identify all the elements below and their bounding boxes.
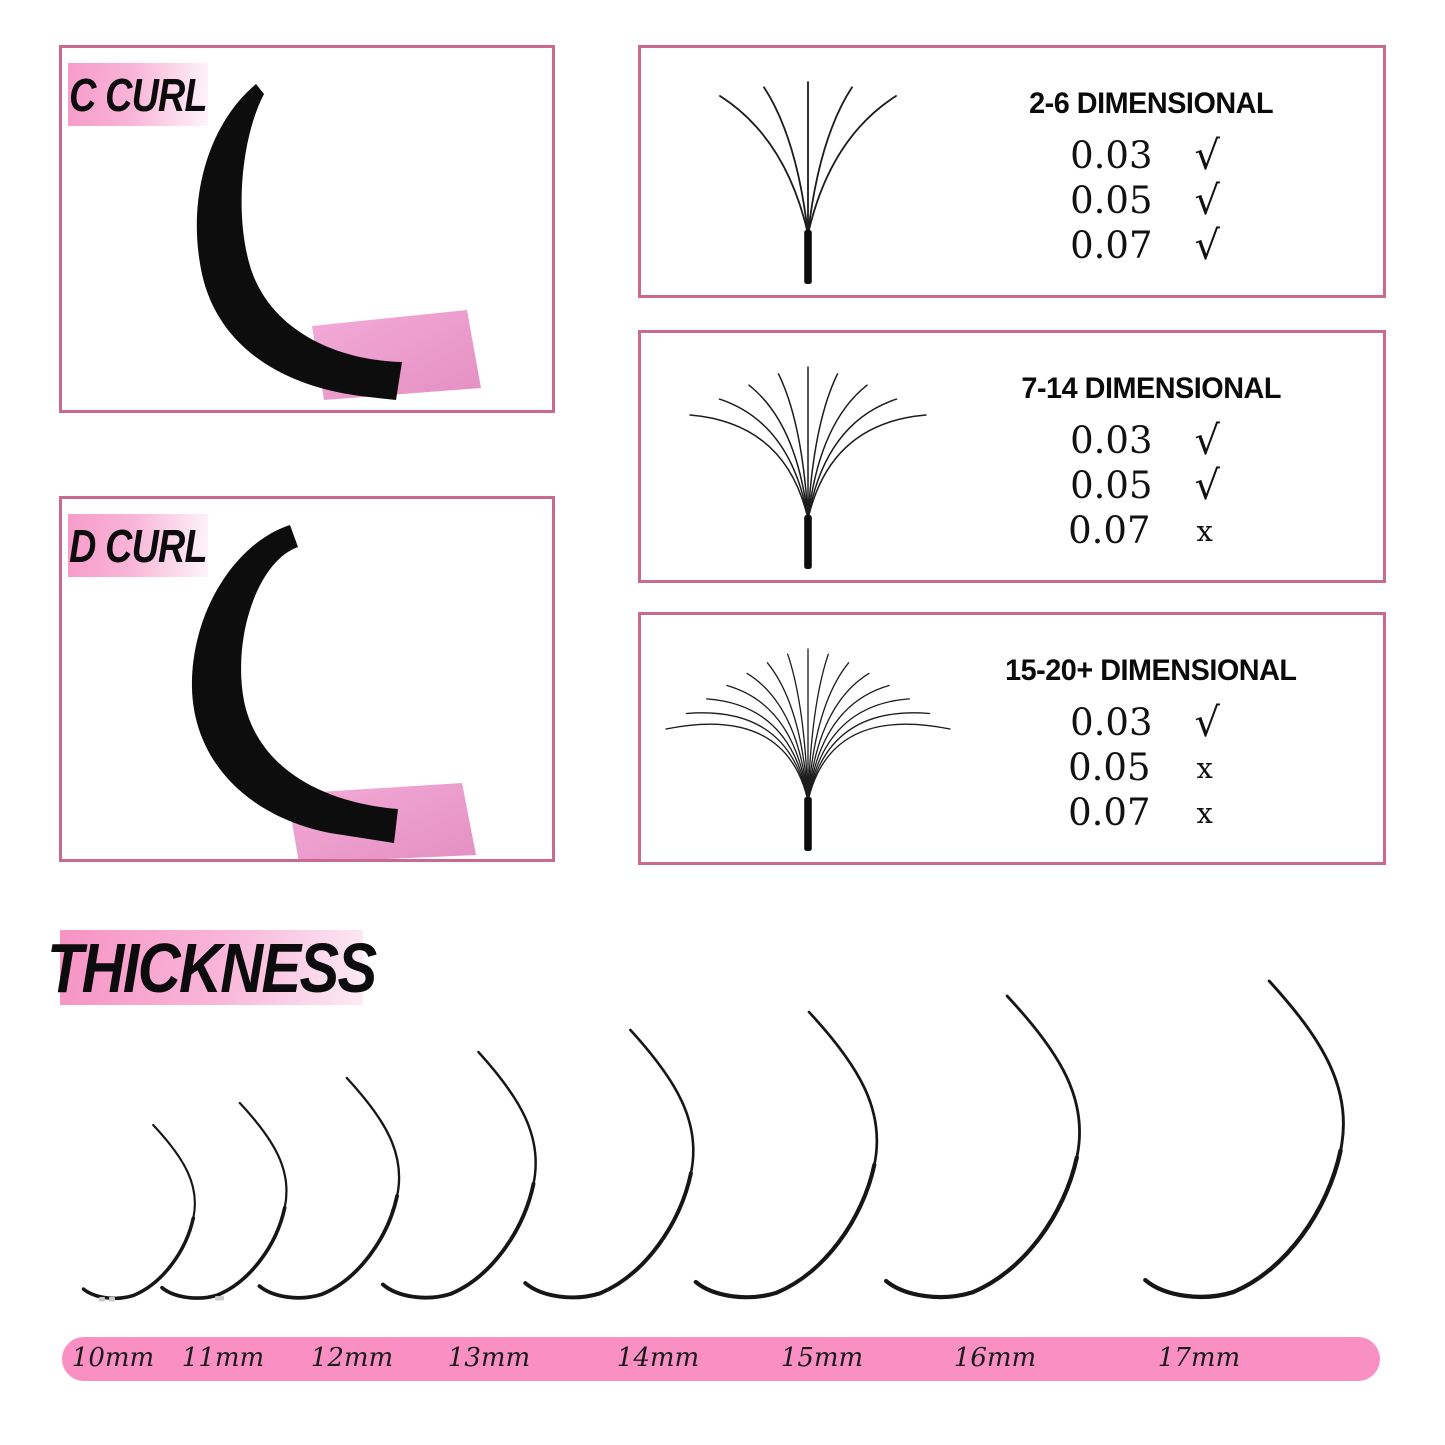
- length-curves: [0, 960, 1445, 1320]
- d-curl-label: [68, 514, 208, 577]
- d-curl-label-text: D CURL: [69, 519, 207, 572]
- fan-lash: [749, 385, 808, 519]
- dim-card-7-14: [638, 330, 1386, 583]
- thickness-row: [1048, 133, 1255, 178]
- check-mark: √: [1194, 699, 1220, 746]
- fan-stem: [804, 230, 812, 284]
- length-curve: [383, 1052, 536, 1298]
- fan-lash: [808, 686, 889, 802]
- dim-card-text: [951, 615, 1351, 862]
- thickness-title-text: THICKNESS: [47, 928, 376, 1007]
- fan-stem: [804, 797, 812, 851]
- length-curve: [886, 996, 1080, 1297]
- lash-fan-icon: [658, 76, 958, 286]
- glue-dot: [215, 1296, 224, 1301]
- check-mark: √: [1194, 222, 1220, 269]
- fan-lash: [808, 724, 950, 801]
- length-curve: [162, 1103, 287, 1298]
- check-mark: √: [1194, 132, 1220, 179]
- length-curve: [525, 1030, 693, 1297]
- glue-dot: [109, 1297, 115, 1302]
- length-curve: [696, 1165, 875, 1297]
- length-curve: [259, 1078, 399, 1298]
- thickness-value: 0.03: [1070, 134, 1153, 177]
- c-curl-label: [68, 63, 208, 126]
- thickness-row: [1048, 700, 1255, 745]
- cross-mark: x: [1196, 750, 1213, 785]
- thickness-row: [1046, 508, 1257, 553]
- length-label: 15mm: [780, 1342, 864, 1373]
- thickness-value: 0.05: [1068, 746, 1151, 789]
- thickness-row: [1048, 418, 1255, 463]
- thickness-value: 0.05: [1070, 179, 1153, 222]
- check-mark: √: [1194, 417, 1220, 464]
- d-curl-card: [59, 496, 555, 862]
- cross-mark: x: [1196, 795, 1213, 830]
- dim-card-title: 15-20+ DIMENSIONAL: [1005, 654, 1297, 687]
- dim-card-title: 2-6 DIMENSIONAL: [1028, 87, 1274, 120]
- length-label: 13mm: [447, 1342, 531, 1373]
- length-curve: [525, 1173, 691, 1297]
- lash-fan-icon: [658, 361, 958, 571]
- thickness-row: [1046, 790, 1257, 835]
- fan-lash: [808, 399, 897, 519]
- length-curve: [1145, 1151, 1340, 1297]
- length-label: 10mm: [71, 1342, 155, 1373]
- fan-lash: [808, 415, 926, 519]
- check-mark: √: [1194, 177, 1220, 224]
- glue-dot: [99, 1297, 105, 1302]
- thickness-row: [1048, 223, 1255, 268]
- length-label: 14mm: [616, 1342, 700, 1373]
- dim-card-15-20: [638, 612, 1386, 865]
- dim-card-2-6: [638, 45, 1386, 298]
- cross-mark: x: [1196, 513, 1213, 548]
- thickness-value: 0.07: [1068, 509, 1151, 552]
- length-curve: [259, 1196, 397, 1298]
- length-curve: [696, 1012, 877, 1297]
- fan-lash: [727, 686, 808, 802]
- fan-lash: [808, 96, 896, 234]
- length-curve: [886, 1158, 1077, 1298]
- fan-lash: [720, 96, 808, 234]
- length-curve: [84, 1125, 195, 1298]
- fan-stem: [804, 515, 812, 569]
- check-mark: √: [1194, 462, 1220, 509]
- thickness-value: 0.03: [1070, 419, 1153, 462]
- c-curl-card: [59, 45, 555, 413]
- length-label: 12mm: [310, 1342, 394, 1373]
- length-label: 11mm: [181, 1342, 265, 1373]
- thickness-value: 0.07: [1070, 224, 1153, 267]
- dim-card-text: [951, 48, 1351, 295]
- thickness-value: 0.03: [1070, 701, 1153, 744]
- lash-fan-icon: [658, 643, 958, 853]
- length-curve: [84, 1218, 194, 1298]
- length-curve: [383, 1184, 534, 1298]
- thickness-value: 0.05: [1070, 464, 1153, 507]
- thickness-row: [1048, 178, 1255, 223]
- fan-lash: [690, 415, 808, 519]
- thickness-value: 0.07: [1068, 791, 1151, 834]
- dim-card-text: [951, 333, 1351, 580]
- c-curl-label-text: C CURL: [69, 68, 207, 121]
- length-curve: [1145, 981, 1343, 1297]
- dim-card-title: 7-14 DIMENSIONAL: [1021, 372, 1281, 405]
- length-label: 16mm: [953, 1342, 1037, 1373]
- thickness-row: [1046, 745, 1257, 790]
- fan-lash: [666, 724, 808, 801]
- thickness-row: [1048, 463, 1255, 508]
- length-scale-bar: [62, 1337, 1380, 1381]
- fan-lash: [720, 399, 809, 519]
- length-label: 17mm: [1157, 1342, 1241, 1373]
- fan-lash: [808, 385, 867, 519]
